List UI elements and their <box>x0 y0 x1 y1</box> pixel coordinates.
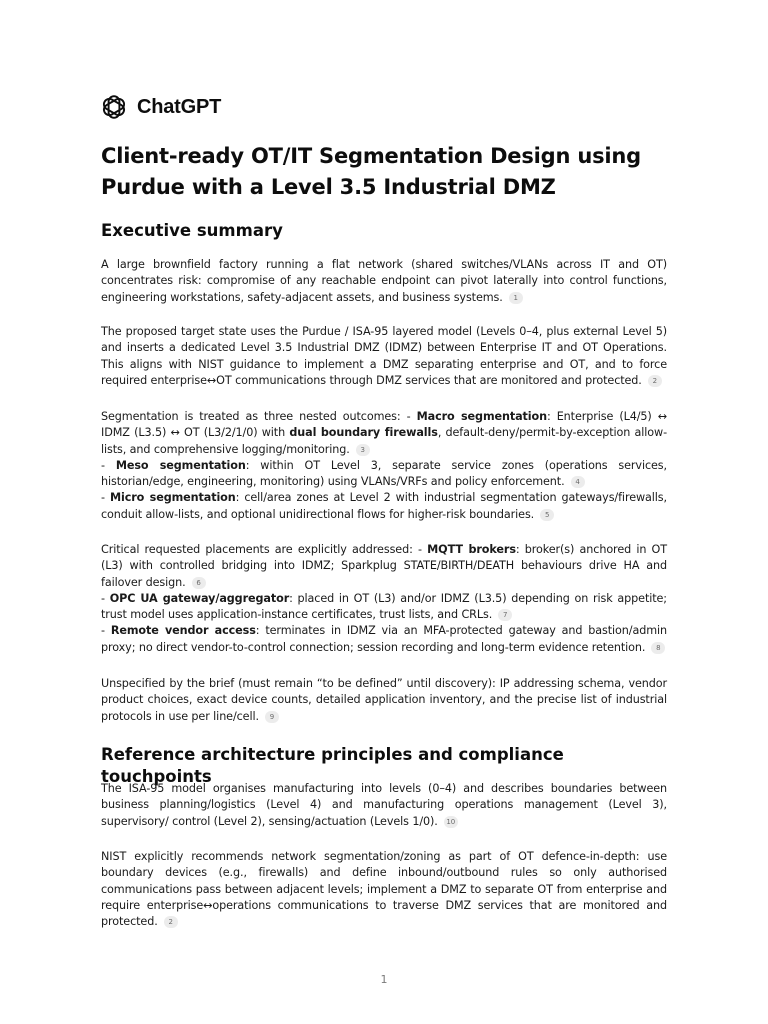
paragraph-unspecified-items: Unspecified by the brief (must remain “to be defined” until discovery): IP addressing schema, vendor product choices, exact device counts, detailed application inventory, and the precise list of industrial protocols in use per line/cell. 9 <box>101 677 667 723</box>
section-heading-executive-summary: Executive summary <box>101 221 283 240</box>
macro-segmentation-item: Segmentation is treated as three nested outcomes: - Macro segmentation: Enterprise (L4/5) ↔ IDMZ (L3.5) ↔ OT (L3/2/1/0) with dual boundary firewalls, default-deny/permit-by-exception allow-lists, and comprehensive logging/monitoring. 3 <box>101 410 668 456</box>
citation-badge[interactable]: 2 <box>164 916 178 928</box>
openai-logo-icon <box>101 94 127 120</box>
remote-vendor-access-item: - Remote vendor access: terminates in IDMZ via an MFA-protected gateway and bastion/admin proxy; no direct vendor-to-control connection; session recording and long-term evidence retention. 8 <box>101 624 667 654</box>
mqtt-broker-item: Critical requested placements are explicitly addressed: - MQTT brokers: broker(s) anchored in OT (L3) with controlled bridging into IDMZ; Sparkplug STATE/BIRTH/DEATH behaviours drive HA and failover design. 6 <box>101 543 667 589</box>
citation-badge[interactable]: 5 <box>540 509 554 521</box>
paragraph-target-state: The proposed target state uses the Purdue / ISA-95 layered model (Levels 0–4, plus external Level 5) and inserts a dedicated Level 3.5 Industrial DMZ (IDMZ) between Enterprise IT and OT Operations. This aligns with NIST guidance to implement a DMZ separating enterprise and OT, and to force required enterprise↔OT communications through DMZ services that are monitored and protected. 2 <box>101 325 667 387</box>
paragraph-flat-network-risk: A large brownfield factory running a flat network (shared switches/VLANs across IT and OT) concentrates risk: compromise of any reachable endpoint can pivot laterally into control functions, engineering workstations, safety-adjacent assets, and business systems. 1 <box>101 258 667 304</box>
citation-badge[interactable]: 10 <box>444 816 458 828</box>
citation-badge[interactable]: 8 <box>651 642 665 654</box>
citation-badge[interactable]: 9 <box>265 711 279 723</box>
citation-badge[interactable]: 6 <box>192 577 206 589</box>
brand-name: ChatGPT <box>137 95 222 118</box>
citation-badge[interactable]: 7 <box>498 609 512 621</box>
meso-segmentation-item: - Meso segmentation: within OT Level 3, separate service zones (operations services, historian/edge, engineering, monitoring) using VLANs/VRFs and policy enforcement. 4 <box>101 458 667 489</box>
document-title: Client-ready OT/IT Segmentation Design using Purdue with a Level 3.5 Industrial DMZ <box>101 144 641 199</box>
micro-segmentation-item: - Micro segmentation: cell/area zones at Level 2 with industrial segmentation gateways/firewalls, conduit allow-lists, and optional unidirectional flows for higher-risk boundaries. 5 <box>101 491 667 521</box>
citation-badge[interactable]: 1 <box>509 292 523 304</box>
paragraph-segmentation-outcomes <box>101 409 667 523</box>
section-heading-reference-architecture: Reference architecture principles and compliance touchpoints <box>101 745 564 786</box>
citation-badge[interactable]: 2 <box>648 375 662 387</box>
citation-badge[interactable]: 4 <box>571 476 585 488</box>
page-number: 1 <box>380 973 388 986</box>
paragraph-isa95-model: The ISA-95 model organises manufacturing into levels (0–4) and describes boundaries between business planning/logistics (Level 4) and manufacturing operations management (Level 3), supervisory/ control (Level 2), sensing/actuation (Levels 1/0). 10 <box>101 782 667 828</box>
opc-ua-gateway-item: - OPC UA gateway/aggregator: placed in OT (L3) and/or IDMZ (L3.5) depending on risk appetite; trust model uses application-instance certificates, trust lists, and CRLs. 7 <box>101 591 667 622</box>
citation-badge[interactable]: 3 <box>356 444 370 456</box>
brand-header <box>101 94 221 120</box>
paragraph-nist-segmentation: NIST explicitly recommends network segmentation/zoning as part of OT defence-in-depth: use boundary devices (e.g., firewalls) and define inbound/outbound rules so only authorised communications pass between adjacent levels; implement a DMZ to separate OT from enterprise and require enterprise↔operations communications to traverse DMZ services that are monitored and protected. 2 <box>101 850 667 929</box>
paragraph-critical-placements <box>101 542 667 656</box>
